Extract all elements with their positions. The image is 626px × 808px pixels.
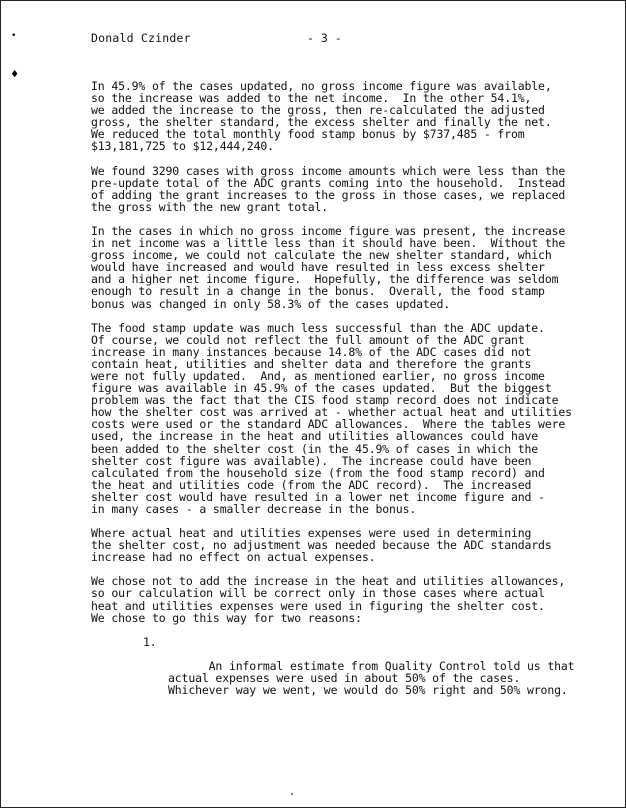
margin-mark: • — [11, 31, 17, 41]
list-item — [91, 634, 575, 709]
paragraph: In the cases in which no gross income figure was present, the increase in net income was a little less than it should have been. Without the gross income, we could not calculate the new shelter standard, which would have increased and would have resulted in less excess shelter and a higher net income figure. Hopefully, the difference was seldom enough to result in a change in the bonus. Overall, the food stamp bonus was changed in only 58.3% of the cases updated. — [91, 223, 566, 311]
list-number: 1. — [143, 634, 157, 649]
list-text: An informal estimate from Quality Control told us that actual expenses were used in about 50% of the cases. Whichever way we went, we would do 50% right and 50% wrong. — [168, 658, 575, 698]
paragraph: Where actual heat and utilities expenses were used in determining the shelter cost, no adjustment was needed because the ADC standards increase had no effect on actual expenses. — [91, 526, 552, 565]
paragraph: We found 3290 cases with gross income amounts which were less than the pre-update total of the ADC grants coming into the household. Instead of adding the grant increases to the gross in those cases, we replaced the gross with the new grant total. — [91, 163, 566, 214]
scan-speck — [291, 793, 293, 795]
paragraph: We chose not to add the increase in the heat and utilities allowances, so our calculation will be correct only in those cases where actual heat and utilities expenses were used in figuring the shelter cost. We chose to go this way for two reasons: — [91, 574, 566, 625]
paragraph: In 45.9% of the cases updated, no gross income figure was available, so the increase was added to the net income. In the other 54.1%, we added the increase to the gross, then re-calculated the adjusted gross, the shelter standard, the excess shelter and finally the net. We reduced the total monthly food stamp bonus by $737,485 - from $13,181,725 to $12,444,240. — [91, 79, 552, 154]
header-author: Donald Czinder — [91, 31, 191, 45]
page-number: - 3 - — [307, 31, 342, 45]
margin-mark: ♦ — [11, 67, 19, 81]
paragraph: The food stamp update was much less successful than the ADC update. Of course, we could not reflect the full amount of the ADC grant increase in many instances because 14.8% of the ADC cases did not contain heat, utilities and shelter data and therefore the grants were not fully updated. And, as mentioned earlier, no gross income figure was available in 45.9% of the cases updated. But the biggest problem was the fact that the CIS food stamp record does not indicate how the shelter cost was arrived at - whether actual heat and utilities costs were used or the standard ADC allowances. Where the tables were used, the increase in the heat and utilities allowances could have been added to the shelter cost (in the 45.9% of cases in which the shelter cost figure was available). The increase could have been calculated from the household size (from the food stamp record) and the heat and utilities code (from the ADC record). The increased shelter cost would have resulted in a lower net income figure and - in many cases - a smaller decrease in the bonus. — [91, 320, 572, 516]
document-body — [91, 79, 575, 708]
